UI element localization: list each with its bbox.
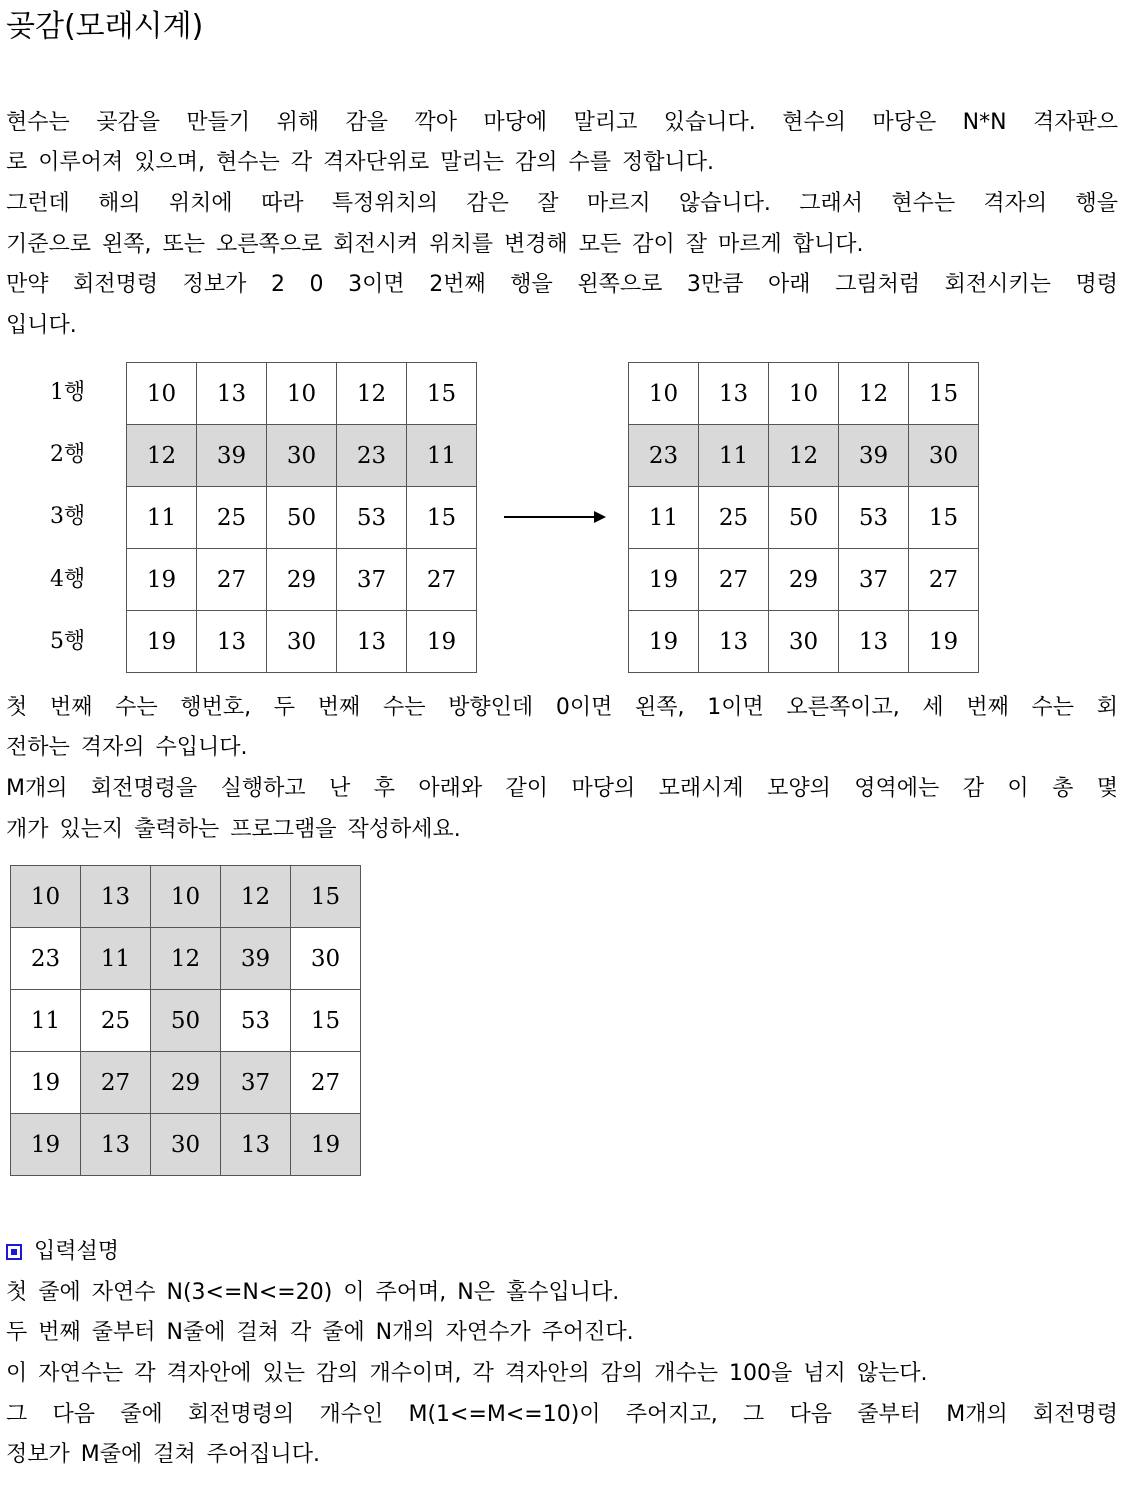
explain-line: 전하는 격자의 수입니다.	[6, 735, 248, 760]
grid-row	[127, 611, 477, 673]
grid-row	[11, 866, 361, 928]
grid-before	[126, 362, 477, 673]
grid-cell: 30	[769, 611, 839, 673]
grid-row	[629, 487, 979, 549]
grid-cell: 23	[337, 425, 407, 487]
arrow-right-icon	[504, 508, 608, 526]
grid-cell: 12	[839, 363, 909, 425]
grid-cell: 12	[337, 363, 407, 425]
grid-cell: 27	[81, 1052, 151, 1114]
grid-row	[11, 1052, 361, 1114]
grid-row	[127, 363, 477, 425]
grid-cell: 23	[629, 425, 699, 487]
grid-cell: 39	[197, 425, 267, 487]
row-label: 3행	[50, 504, 86, 530]
grid-cell: 13	[699, 363, 769, 425]
grid-cell: 19	[629, 549, 699, 611]
intro-line: 그런데 해의 위치에 따라 특정위치의 감은 잘 마르지 않습니다. 그래서 현수는 격자의 행을	[6, 191, 1118, 216]
intro-line: 로 이루어져 있으며, 현수는 각 격자단위로 말리는 감의 수를 정합니다.	[6, 150, 714, 175]
row-labels	[50, 362, 85, 673]
grid-row	[127, 425, 477, 487]
explain-line: M개의 회전명령을 실행하고 난 후 아래와 같이 마당의 모래시계 모양의 영역에는 감 이 총 몇	[6, 776, 1118, 801]
grid-cell: 19	[127, 549, 197, 611]
grid-cell: 13	[81, 1114, 151, 1176]
grid-cell: 53	[221, 990, 291, 1052]
grid-cell: 27	[197, 549, 267, 611]
grid-cell: 29	[267, 549, 337, 611]
input-line: 두 번째 줄부터 N줄에 걸쳐 각 줄에 N개의 자연수가 주어진다.	[6, 1320, 634, 1345]
grid-cell: 30	[151, 1114, 221, 1176]
grid-cell: 15	[407, 487, 477, 549]
grid-cell: 10	[629, 363, 699, 425]
grid-cell: 19	[291, 1114, 361, 1176]
grid-cell: 29	[151, 1052, 221, 1114]
grid-cell: 19	[629, 611, 699, 673]
grid-cell: 15	[291, 866, 361, 928]
grid-hourglass	[10, 865, 361, 1176]
grid-cell: 50	[267, 487, 337, 549]
grid-cell: 37	[221, 1052, 291, 1114]
grid-cell: 29	[769, 549, 839, 611]
grid-cell: 13	[197, 363, 267, 425]
grid-cell: 11	[11, 990, 81, 1052]
grid-cell: 25	[81, 990, 151, 1052]
grid-cell: 37	[839, 549, 909, 611]
grid-cell: 27	[407, 549, 477, 611]
grid-row	[11, 928, 361, 990]
grid-cell: 27	[909, 549, 979, 611]
grid-cell: 13	[197, 611, 267, 673]
intro-line: 만약 회전명령 정보가 2 0 3이면 2번째 행을 왼쪽으로 3만큼 아래 그림처럼 회전시키는 명령	[6, 272, 1118, 297]
grid-cell: 11	[629, 487, 699, 549]
grid-after	[628, 362, 979, 673]
input-line: 정보가 M줄에 걸쳐 주어집니다.	[6, 1442, 320, 1467]
grid-cell: 50	[769, 487, 839, 549]
grid-cell: 19	[11, 1052, 81, 1114]
grid-cell: 25	[197, 487, 267, 549]
grid-cell: 11	[81, 928, 151, 990]
grid-cell: 11	[127, 487, 197, 549]
grid-cell: 13	[81, 866, 151, 928]
grid-cell: 12	[151, 928, 221, 990]
grid-cell: 12	[221, 866, 291, 928]
grid-cell: 15	[291, 990, 361, 1052]
grid-row	[629, 611, 979, 673]
grid-row	[127, 549, 477, 611]
intro-line: 현수는 곶감을 만들기 위해 감을 깍아 마당에 말리고 있습니다. 현수의 마당은 N*N 격자판으	[6, 110, 1118, 135]
grid-cell: 53	[337, 487, 407, 549]
explain-line: 첫 번째 수는 행번호, 두 번째 수는 방향인데 0이면 왼쪽, 1이면 오른쪽이고, 세 번째 수는 회	[6, 695, 1118, 720]
grid-cell: 53	[839, 487, 909, 549]
input-line: 그 다음 줄에 회전명령의 개수인 M(1<=M<=10)이 주어지고, 그 다음 줄부터 M개의 회전명령	[6, 1402, 1118, 1427]
grid-cell: 10	[11, 866, 81, 928]
grid-cell: 15	[407, 363, 477, 425]
grid-cell: 12	[769, 425, 839, 487]
grid-cell: 19	[909, 611, 979, 673]
grid-cell: 30	[291, 928, 361, 990]
grid-cell: 39	[839, 425, 909, 487]
grid-cell: 50	[151, 990, 221, 1052]
grid-cell: 13	[221, 1114, 291, 1176]
intro-line: 입니다.	[6, 313, 77, 338]
grid-cell: 13	[839, 611, 909, 673]
grid-cell: 15	[909, 487, 979, 549]
row-label: 5행	[50, 628, 86, 654]
grid-cell: 10	[151, 866, 221, 928]
grid-row	[629, 363, 979, 425]
grid-cell: 10	[769, 363, 839, 425]
grid-cell: 19	[11, 1114, 81, 1176]
grid-cell: 30	[267, 611, 337, 673]
grid-cell: 12	[127, 425, 197, 487]
grid-cell: 19	[407, 611, 477, 673]
grid-cell: 10	[267, 363, 337, 425]
grid-cell: 27	[699, 549, 769, 611]
grid-cell: 10	[127, 363, 197, 425]
page-title: 곶감(모래시계)	[6, 9, 204, 44]
grid-cell: 25	[699, 487, 769, 549]
grid-cell: 11	[699, 425, 769, 487]
section-heading-label: 입력설명	[34, 1239, 120, 1264]
grid-cell: 13	[337, 611, 407, 673]
grid-cell: 19	[127, 611, 197, 673]
explain-line: 개가 있는지 출력하는 프로그램을 작성하세요.	[6, 817, 461, 842]
section-heading	[6, 1237, 119, 1267]
grid-row	[11, 1114, 361, 1176]
grid-cell: 13	[699, 611, 769, 673]
grid-row	[629, 425, 979, 487]
grid-cell: 37	[337, 549, 407, 611]
grid-row	[11, 990, 361, 1052]
grid-cell: 39	[221, 928, 291, 990]
row-label: 1행	[50, 380, 86, 405]
input-line: 첫 줄에 자연수 N(3<=N<=20) 이 주어며, N은 홀수입니다.	[6, 1280, 620, 1305]
grid-cell: 23	[11, 928, 81, 990]
row-label: 4행	[50, 566, 86, 592]
grid-cell: 15	[909, 363, 979, 425]
grid-cell: 30	[909, 425, 979, 487]
input-line: 이 자연수는 각 격자안에 있는 감의 개수이며, 각 격자안의 감의 개수는 100을 넘지 않는다.	[6, 1361, 928, 1386]
square-bullet-icon	[6, 1244, 22, 1260]
grid-cell: 27	[291, 1052, 361, 1114]
grid-row	[629, 549, 979, 611]
grid-cell: 30	[267, 425, 337, 487]
intro-line: 기준으로 왼쪽, 또는 오른쪽으로 회전시켜 위치를 변경해 모든 감이 잘 마르게 합니다.	[6, 232, 864, 257]
grid-row	[127, 487, 477, 549]
grid-cell: 11	[407, 425, 477, 487]
row-label: 2행	[50, 442, 86, 468]
